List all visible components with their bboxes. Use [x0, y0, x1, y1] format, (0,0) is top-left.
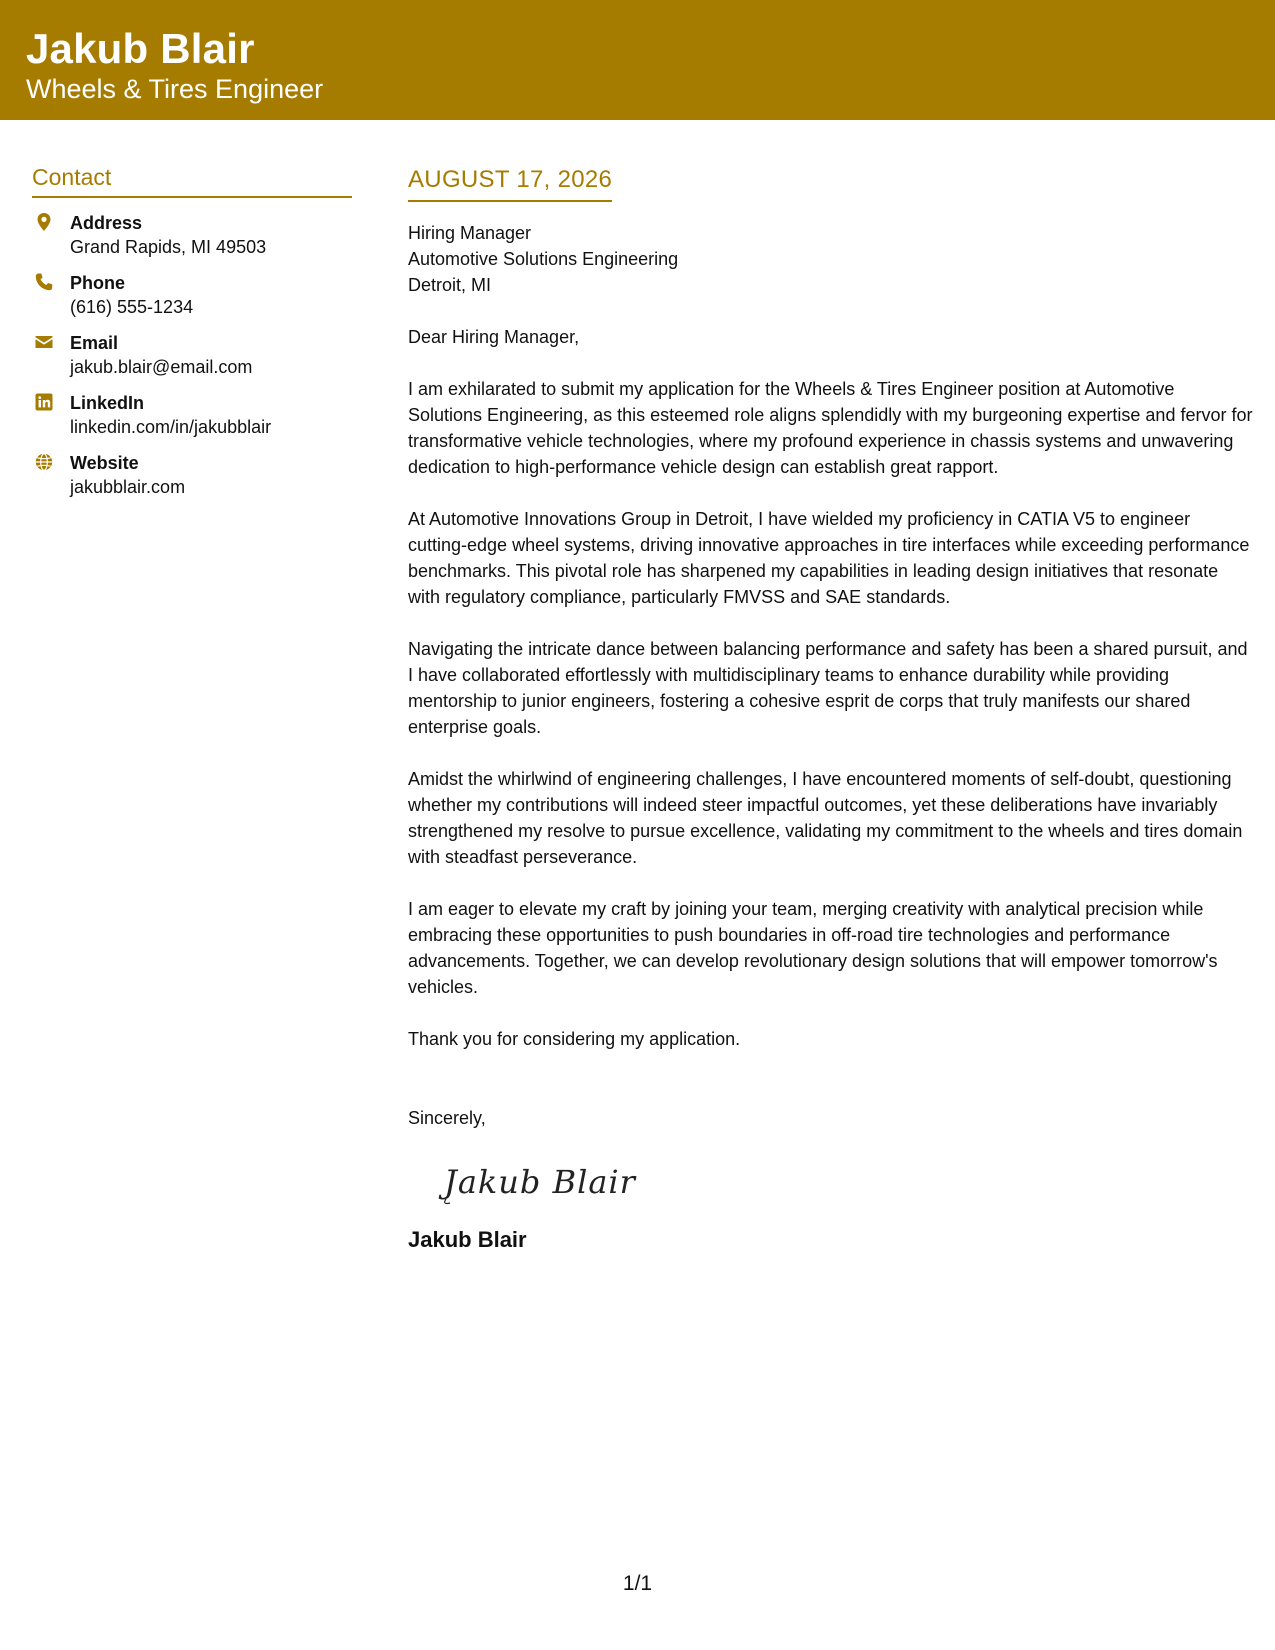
page-number: 1/1	[622, 1572, 653, 1595]
contact-heading: Contact	[32, 162, 352, 198]
contact-item-linkedin	[32, 391, 352, 439]
contact-list	[32, 211, 352, 499]
contact-item-email	[32, 331, 352, 379]
phone-icon	[34, 272, 54, 292]
signature-text: Jakub Blair	[444, 1163, 636, 1201]
recipient-line: Automotive Solutions Engineering	[408, 249, 679, 269]
globe-icon	[34, 452, 54, 472]
contact-label: Email	[70, 333, 119, 353]
letter-paragraph: Thank you for considering my application.	[408, 1029, 741, 1049]
contact-label: Website	[70, 453, 139, 473]
letter-paragraph: At Automotive Innovations Group in Detroit, I have wielded my proficiency in CATIA V5 to engineer cutting-edge wheel systems, driving innovative approaches in tire interfaces while exceeding performance benchmarks. This pivotal role has sharpened my capabilities in leading design initiatives that resonate with regulatory compliance, particularly FMVSS and SAE standards.	[408, 509, 1250, 607]
applicant-name: Jakub Blair	[26, 25, 255, 72]
contact-label: Address	[70, 213, 143, 233]
salutation: Dear Hiring Manager,	[408, 327, 580, 347]
recipient-block	[408, 220, 1253, 298]
linkedin-icon	[34, 392, 54, 412]
envelope-icon	[34, 332, 54, 352]
contact-item-phone	[32, 271, 352, 319]
contact-item-address	[32, 211, 352, 259]
contact-value: jakubblair.com	[70, 477, 186, 497]
contact-value: linkedin.com/in/jakubblair	[70, 417, 272, 437]
recipient-line: Detroit, MI	[408, 275, 492, 295]
letter-paragraph: I am eager to elevate my craft by joining your team, merging creativity with analytical precision while embracing these opportunities to push boundaries in off-road tire technologies and performance advancements. Together, we can develop revolutionary design solutions that will empower tomorrow's vehicles.	[408, 899, 1218, 997]
closing: Sincerely,	[408, 1108, 486, 1128]
signer-name: Jakub Blair	[408, 1227, 527, 1252]
contact-label: LinkedIn	[70, 393, 145, 413]
letter-body	[408, 164, 1253, 1255]
contact-value: Grand Rapids, MI 49503	[70, 237, 267, 257]
letter-paragraph: Navigating the intricate dance between balancing performance and safety has been a shared pursuit, and I have collaborated effortlessly with multidisciplinary teams to enhance durability while providing mentorship to junior engineers, fostering a cohesive esprit de corps that truly manifests our shared enterprise goals.	[408, 639, 1248, 737]
contact-value: jakub.blair@email.com	[70, 357, 253, 377]
handwritten-signature	[438, 1153, 658, 1213]
header-banner	[0, 0, 1275, 120]
recipient-line: Hiring Manager	[408, 223, 532, 243]
letter-paragraph: Amidst the whirlwind of engineering challenges, I have encountered moments of self-doubt, questioning whether my contributions will indeed steer impactful outcomes, yet these deliberations have invariably strengthened my resolve to pursue excellence, validating my commitment to the wheels and tires domain with steadfast perseverance.	[408, 769, 1243, 867]
letter-paragraph: I am exhilarated to submit my application for the Wheels & Tires Engineer position at Automotive Solutions Engineering, as this esteemed role aligns splendidly with my burgeoning expertise and fervor for transformative vehicle technologies, where my profound experience in chassis systems and unwavering dedication to high-performance vehicle design can establish great rapport.	[408, 379, 1253, 477]
contact-sidebar	[32, 162, 352, 511]
map-pin-icon	[34, 212, 54, 232]
letter-date: AUGUST 17, 2026	[408, 164, 612, 202]
contact-item-website	[32, 451, 352, 499]
applicant-title: Wheels & Tires Engineer	[26, 74, 324, 104]
contact-value: (616) 555-1234	[70, 297, 194, 317]
contact-label: Phone	[70, 273, 126, 293]
